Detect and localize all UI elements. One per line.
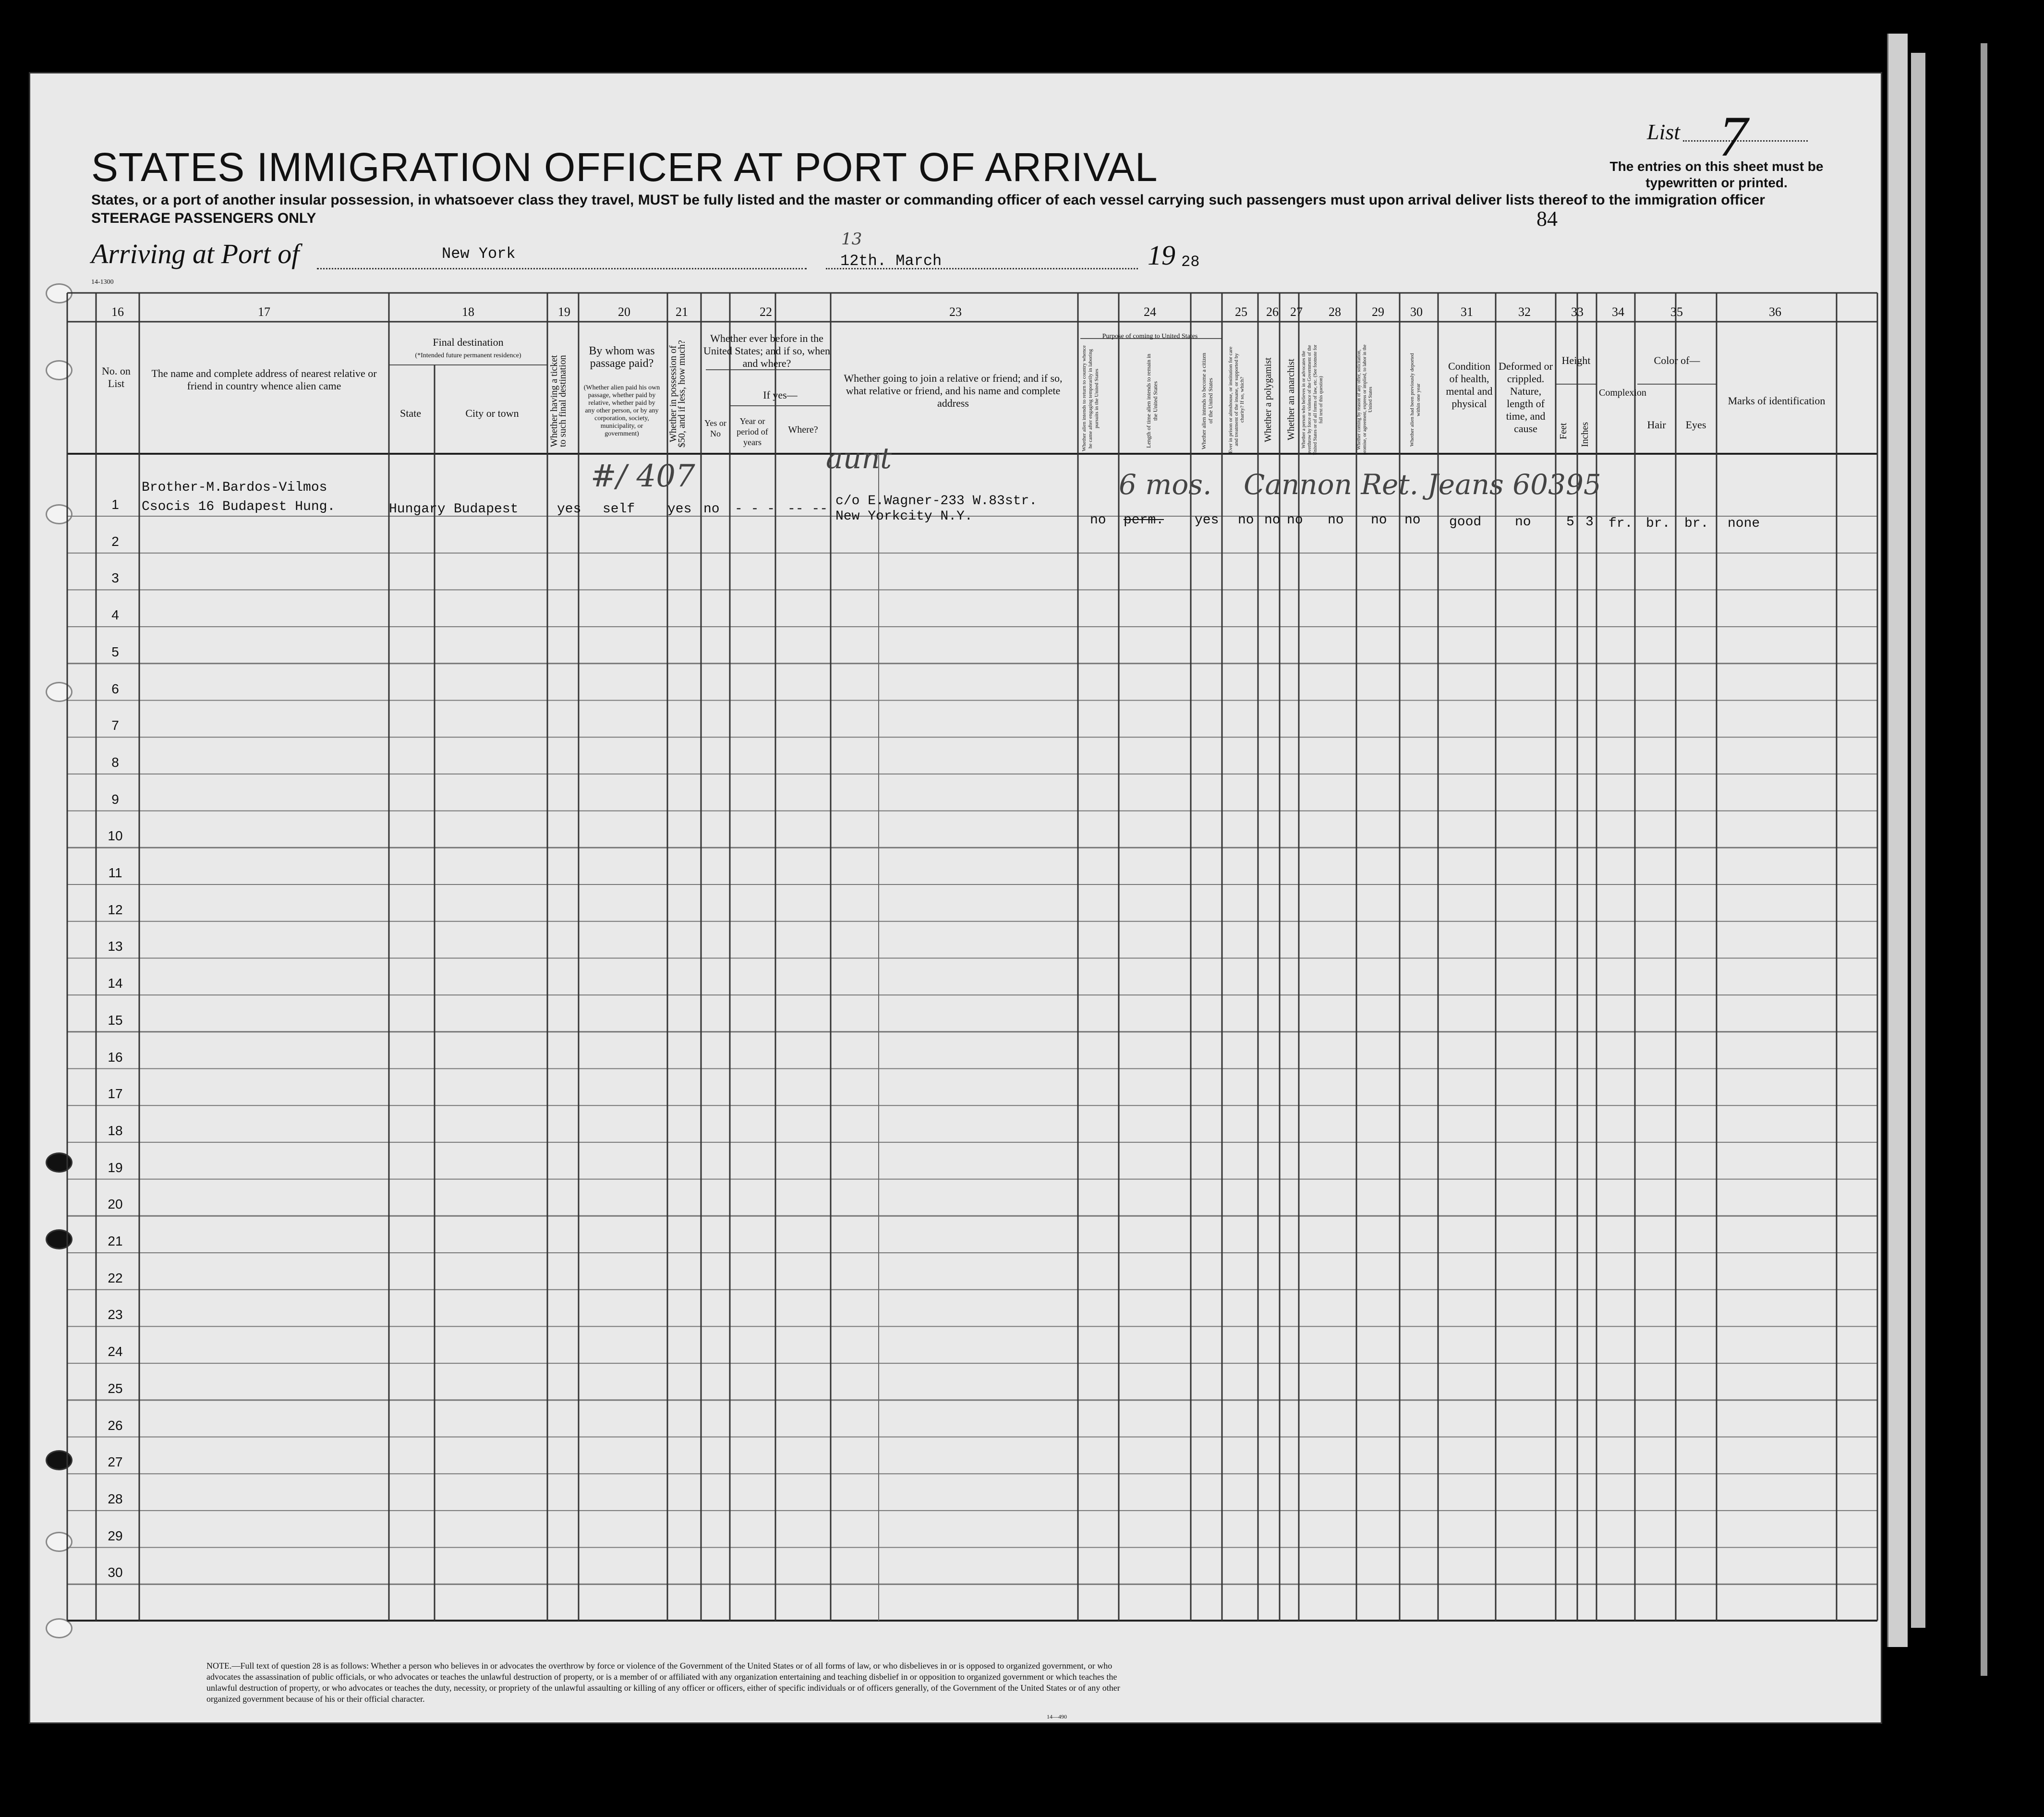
entry-polygamist: no [1264,513,1281,528]
handwritten-extra: Cannon Ret. Jeans 60395 [1244,468,1601,501]
column-number: 36 [1769,305,1781,319]
column-number: 27 [1290,305,1303,319]
column-number: 16 [111,305,124,319]
entries-note: The entries on this sheet must be typewritten or printed. [1609,159,1824,190]
row-number: 20 [108,1197,123,1212]
list-label: List [1647,120,1681,144]
entry-hair: br. [1646,516,1670,531]
row-number: 10 [108,828,123,844]
year-suffix: 28 [1181,253,1200,271]
row-number: 24 [108,1344,123,1359]
arrival-port: New York [442,245,516,263]
punch-hole [46,1152,73,1173]
entry-marks: none [1728,516,1760,531]
column-number: 29 [1372,305,1384,319]
column-number: 28 [1329,305,1341,319]
row-number: 17 [108,1086,123,1102]
column-number: 32 [1518,305,1531,319]
header-complexion: Complexion [1599,388,1646,398]
row-number: 25 [108,1381,123,1396]
entry-feet: 5 [1566,515,1574,530]
header-state: State [400,407,421,419]
arriving-label: Arriving at Port of [91,238,300,269]
row-number: 29 [108,1528,123,1543]
row-number: 18 [108,1123,123,1138]
column-number: 35 [1670,305,1683,319]
page-edge [1911,53,1925,1628]
manifest-sheet [29,72,1882,1724]
entry-ticket: yes [557,502,581,517]
column-number: 19 [558,305,570,319]
entry-before-us: no [703,502,720,517]
column-number: 21 [676,305,688,319]
handwritten-months: 6 mos. [1119,468,1212,501]
punch-hole [46,1618,73,1638]
punch-hole [46,1532,73,1552]
row-number: 12 [108,902,123,917]
arrival-date: 12th. March [840,252,942,270]
row-number: 16 [108,1049,123,1065]
punch-hole [46,504,73,524]
page-edge [1887,34,1908,1647]
row-number: 21 [108,1234,123,1248]
row-number: 6 [111,681,119,696]
header-yes-no: Yes or No [704,418,726,438]
date-correction: 13 [841,230,862,249]
header-anarchist: Whether an anarchist [1286,359,1296,441]
row-number: 4 [111,607,119,623]
column-number: 25 [1235,305,1247,319]
header-deformed: Deformed or crippled. Nature, length of time, and cause [1498,360,1553,435]
row-number: 27 [108,1454,123,1470]
row-number: 26 [108,1417,123,1433]
header-deported: Whether alien had been previously deported within one year [1409,353,1421,447]
entry-eyes: br. [1684,516,1709,531]
header-final-destination: Final destination [433,336,504,348]
form-code: 14-1300 [91,279,114,286]
header-coming-by-reason: Whether coming by reason of any offer, solicitation, promise, or agreement, express or implied, to labor in the United States [1356,344,1373,455]
header-ticket: Whether having a ticket to such final destination [549,355,568,447]
footer-code: 14—490 [1047,1713,1067,1720]
header-city: City or town [465,407,519,419]
header-height: Height [1561,354,1591,366]
footnote: NOTE.—Full text of question 28 is as follows: Whether a person who believes in or advocates the overthrow by force or violence of the Government of the United States or of all forms of law, or who disbelieves in or is opposed to organized government, or who advocates the assassination of public officials, or who advocates or teaches the unlawful destruction of property, or is a member of or affiliated with any organization entertaining and teaching disbelief in or opposition to organized government or which teaches the unlawful destruction of property, or who advocates or teaches the duty, necessity, or propriety of the unlawful assaulting or killing of any officer or officers, either of specific individuals or of officers generally, of the Government of the United States or of any other organized government because of his or their official character. [206,1661,1120,1704]
instruction-text: States, or a port of another insular possession, in whatsoever class they travel, MUST be fully listed and the master or commanding officer of each vessel carrying such passengers must upon arrival deliver lists thereof to the immigration officer [91,192,1765,208]
page-title: STATES IMMIGRATION OFFICER AT PORT OF ARRIVAL [91,145,1158,190]
entry-condition: good [1449,515,1482,530]
row-number: 13 [108,939,123,954]
punch-hole [46,283,73,303]
entry-joining-line2: New Yorkcity N.Y. [835,509,973,524]
year-prefix: 19 [1148,240,1175,271]
header-if-yes: If yes— [763,389,798,401]
row-number: 1 [111,497,119,512]
column-number: 22 [760,305,772,319]
row-number: 30 [108,1565,123,1580]
entry-relative-line2: Csocis 16 Budapest Hung. [142,499,336,514]
entry-deformed: no [1515,515,1531,530]
entry-prison: no [1238,513,1254,528]
header-marks: Marks of identification [1728,395,1826,407]
header-inches: Inches [1580,422,1590,448]
header-hair: Hair [1647,419,1666,431]
row-number: 5 [111,644,119,659]
entry-coming-by-reason: no [1371,513,1387,528]
entry-city: Budapest [454,502,519,517]
column-number: 33 [1571,305,1584,319]
header-eyes: Eyes [1685,419,1706,431]
handwritten-paid-note: #/ 407 [591,459,695,494]
row-number: 8 [111,754,119,770]
row-number: 9 [111,791,119,807]
punch-hole [46,1229,73,1249]
entry-purpose-return: no [1090,513,1106,528]
header-joining: Whether going to join a relative or friend; and if so, what relative or friend, and his name and complete address [844,372,1063,409]
row-number: 22 [108,1270,123,1285]
passenger-class: STEERAGE PASSENGERS ONLY [91,210,316,226]
punch-hole [46,360,73,380]
entry-anarchist: no [1287,513,1303,528]
header-final-destination-note: (*Intended future permanent residence) [415,352,521,359]
header-money: Whether in possession of $50, and if less, how much? [668,340,687,448]
port-line [317,268,807,269]
header-relative: The name and complete address of nearest relative or friend in country whence alien came [151,367,377,392]
column-number: 17 [258,305,270,319]
list-number: 7 [1719,104,1748,168]
header-condition: Condition of health, mental and physical [1446,360,1493,410]
row-number: 11 [108,865,122,880]
column-number: 23 [949,305,962,319]
column-number: 30 [1410,305,1423,319]
entry-purpose-length: perm. [1124,513,1164,528]
entry-money: yes [667,502,692,517]
header-purpose-return: Whether alien intends to return to country whence he came after engaging temporarily in laboring pursuits in the United States [1081,345,1100,452]
column-number: 31 [1461,305,1473,319]
header-where: Where? [788,424,818,435]
page-edge [1981,43,1987,1676]
column-number: 26 [1266,305,1279,319]
entry-year-period: - - - [735,502,775,517]
header-purpose: Purpose of coming to United States [1102,333,1198,340]
header-color-of: Color of— [1654,354,1700,366]
column-number: 18 [462,305,474,319]
header-before-us: Whether ever before in the United States; and if so, when and where? [703,332,830,369]
entry-paid-by: self [603,502,635,517]
header-prison: Ever in prison or almshouse, or institution for care and treatment of the insane, or supported by charity? If so, which? [1228,346,1245,453]
punch-hole [46,1450,73,1470]
entry-purpose-citizen: yes [1195,513,1219,528]
row-number: 19 [108,1160,123,1175]
entry-deported: no [1404,513,1421,528]
row-number: 23 [108,1307,123,1322]
row-number: 3 [111,570,119,586]
row-number: 7 [111,718,119,733]
row-number: 2 [111,533,119,549]
entry-overthrow: no [1328,513,1344,528]
entry-where: -- -- [787,502,828,517]
column-number: 20 [618,305,630,319]
row-number: 14 [108,976,123,991]
entry-state: Hungary [389,502,446,517]
sheet-number: 84 [1536,207,1558,230]
handwritten-aunt: aunt [826,442,892,475]
header-paid-by: By whom was passage paid? [589,345,655,370]
entry-inches: 3 [1585,515,1594,530]
header-year-period: Year or period of years [737,416,768,447]
column-number: 34 [1612,305,1624,319]
header-overthrow: Whether a person who believes in or advocates the overthrow by force or violence of the Government of the United States or of all forms of law, etc. (See footnote for full text of this question) [1301,344,1324,455]
column-number: 24 [1144,305,1156,319]
header-paid-by-note: (Whether alien paid his own passage, whether paid by relative, whether paid by any other person, or by any corporation, society, municipality, or government) [583,384,660,437]
header-no-on-list: No. on List [102,365,131,389]
header-purpose-citizen: Whether alien intends to become a citizen of the United States [1200,352,1214,449]
entry-relative-line1: Brother-M.Bardos-Vilmos [142,480,327,495]
header-polygamist: Whether a polygamist [1263,357,1273,442]
row-number: 28 [108,1491,123,1506]
row-number: 15 [108,1012,123,1028]
entry-complexion: fr. [1609,516,1633,531]
entry-joining-line1: c/o E.Wagner-233 W.83str. [835,494,1038,509]
header-purpose-length: Length of time alien intends to remain in the United States [1145,353,1159,448]
punch-hole [46,682,73,702]
header-feet: Feet [1558,423,1569,439]
